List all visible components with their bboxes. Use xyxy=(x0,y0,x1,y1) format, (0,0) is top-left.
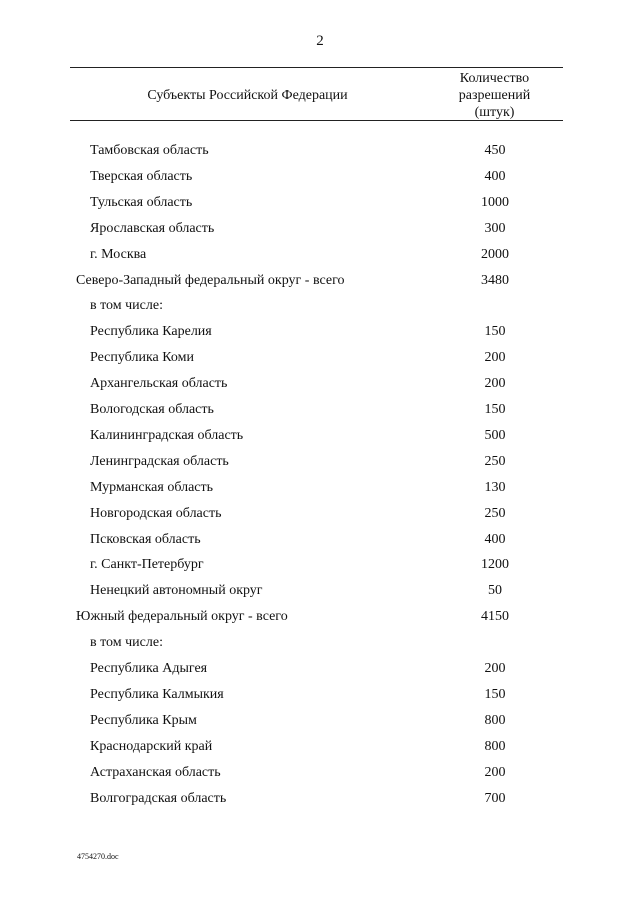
table-row xyxy=(0,298,640,320)
row-quantity: 200 xyxy=(484,765,506,780)
row-subject-name: Тверская область xyxy=(90,169,193,184)
row-subject-name: Архангельская область xyxy=(90,376,228,391)
table-row xyxy=(0,765,640,787)
row-quantity: 500 xyxy=(484,428,506,443)
row-subject-name: Калининградская область xyxy=(90,428,244,443)
row-quantity: 400 xyxy=(484,532,506,547)
row-subject-name: Республика Калмыкия xyxy=(90,687,224,702)
table-row xyxy=(0,635,640,657)
row-subject-name: г. Москва xyxy=(90,247,147,262)
table-row xyxy=(0,454,640,476)
row-quantity: 4150 xyxy=(481,609,509,624)
row-subject-name: Республика Карелия xyxy=(90,324,212,339)
row-subject-name: Тульская область xyxy=(90,195,193,210)
page-number: 2 xyxy=(316,33,324,49)
row-subject-name: Новгородская область xyxy=(90,506,222,521)
column-header-quantity-line3: (штук) xyxy=(474,105,515,120)
row-quantity: 130 xyxy=(484,480,506,495)
table-row xyxy=(0,221,640,243)
row-subject-name: Южный федеральный округ - всего xyxy=(76,609,288,624)
row-quantity: 450 xyxy=(484,143,506,158)
row-quantity: 700 xyxy=(484,791,506,806)
row-quantity: 250 xyxy=(484,506,506,521)
row-subject-name: Ленинградская область xyxy=(90,454,229,469)
row-subject-name: в том числе: xyxy=(90,635,163,650)
table-row xyxy=(0,532,640,554)
table-top-rule xyxy=(70,67,563,68)
row-subject-name: Вологодская область xyxy=(90,402,214,417)
table-row xyxy=(0,791,640,813)
table-row-total xyxy=(0,273,640,295)
row-subject-name: Республика Крым xyxy=(90,713,197,728)
row-quantity: 150 xyxy=(484,402,506,417)
row-quantity: 200 xyxy=(484,350,506,365)
row-quantity: 300 xyxy=(484,221,506,236)
table-row xyxy=(0,376,640,398)
row-quantity: 1000 xyxy=(481,195,509,210)
row-quantity: 250 xyxy=(484,454,506,469)
row-subject-name: Республика Адыгея xyxy=(90,661,208,676)
column-header-quantity-line1: Количество xyxy=(459,71,530,86)
row-subject-name: Мурманская область xyxy=(90,480,214,495)
table-row xyxy=(0,687,640,709)
row-subject-name: Северо-Западный федеральный округ - всего xyxy=(76,273,345,288)
table-row xyxy=(0,195,640,217)
row-quantity: 150 xyxy=(484,687,506,702)
row-subject-name: Ненецкий автономный округ xyxy=(90,583,263,598)
row-subject-name: Краснодарский край xyxy=(90,739,213,754)
table-row xyxy=(0,713,640,735)
row-quantity: 800 xyxy=(484,713,506,728)
row-quantity: 1200 xyxy=(481,557,509,572)
table-row xyxy=(0,428,640,450)
row-quantity: 3480 xyxy=(481,273,509,288)
row-quantity: 50 xyxy=(488,583,502,598)
row-subject-name: в том числе: xyxy=(90,298,163,313)
table-row xyxy=(0,661,640,683)
table-row xyxy=(0,324,640,346)
table-row xyxy=(0,739,640,761)
column-header-subjects: Субъекты Российской Федерации xyxy=(147,88,348,103)
table-row-total xyxy=(0,609,640,631)
column-header-quantity-line2: разрешений xyxy=(458,88,531,103)
table-row xyxy=(0,402,640,424)
row-subject-name: Тамбовская область xyxy=(90,143,209,158)
table-row xyxy=(0,169,640,191)
table-row xyxy=(0,247,640,269)
table-row xyxy=(0,557,640,579)
table-row xyxy=(0,583,640,605)
footer-filename: 4754270.doc xyxy=(77,852,119,861)
table-row xyxy=(0,506,640,528)
table-row xyxy=(0,350,640,372)
row-quantity: 150 xyxy=(484,324,506,339)
row-subject-name: г. Санкт-Петербург xyxy=(90,557,204,572)
row-subject-name: Псковская область xyxy=(90,532,201,547)
row-quantity: 200 xyxy=(484,376,506,391)
row-subject-name: Республика Коми xyxy=(90,350,194,365)
table-header-rule xyxy=(70,120,563,121)
column-header-quantity xyxy=(432,70,557,121)
table-row xyxy=(0,143,640,165)
row-quantity: 2000 xyxy=(481,247,509,262)
row-subject-name: Волгоградская область xyxy=(90,791,227,806)
row-subject-name: Ярославская область xyxy=(90,221,215,236)
row-quantity: 800 xyxy=(484,739,506,754)
row-quantity: 400 xyxy=(484,169,506,184)
table-row xyxy=(0,480,640,502)
row-quantity: 200 xyxy=(484,661,506,676)
row-subject-name: Астраханская область xyxy=(90,765,221,780)
